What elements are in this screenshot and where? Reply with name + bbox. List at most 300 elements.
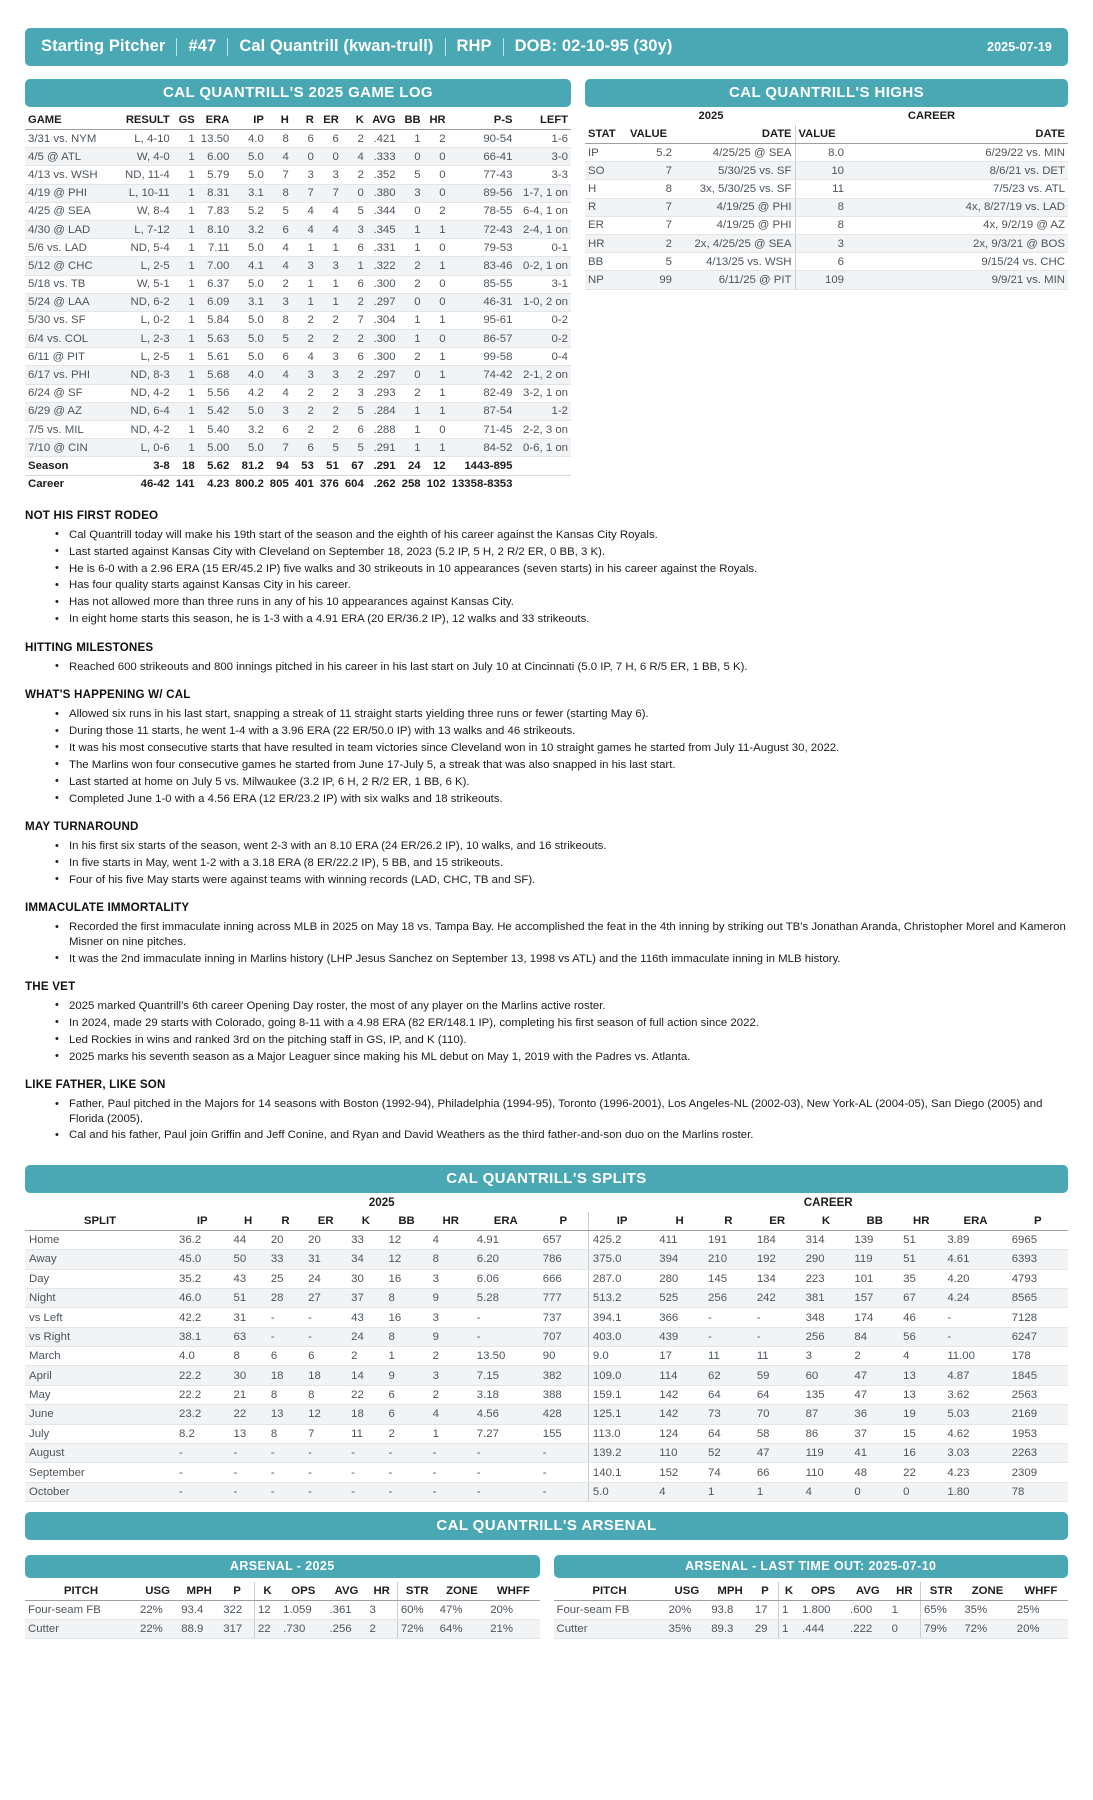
splits-cell: 2309 (1008, 1463, 1068, 1482)
game-log-cell: 1 (173, 275, 198, 293)
game-log-cell: .380 (367, 184, 399, 202)
game-log-cell: 1 (399, 220, 424, 238)
game-log-cell: 79-53 (449, 239, 516, 257)
game-log-cell: ND, 11-4 (117, 166, 173, 184)
arsenal-2025-cell: 93.4 (178, 1601, 220, 1620)
highs-group-row (585, 107, 1068, 125)
game-log-cell: 4/30 @ LAD (25, 220, 117, 238)
arsenal-last-table (554, 1582, 1069, 1639)
game-log-cell: 0 (399, 293, 424, 311)
splits-cell: 114 (655, 1366, 704, 1385)
game-log-cell: 4.2 (232, 384, 267, 402)
game-log-cell: 5.63 (198, 330, 233, 348)
game-log-cell: 2 (292, 311, 317, 329)
splits-cell: 6 (384, 1405, 428, 1424)
arsenal-2025-cell: 1.059 (280, 1601, 326, 1620)
game-log-total-cell: 805 (267, 475, 292, 493)
game-log-cell: 6/4 vs. COL (25, 330, 117, 348)
game-log-cell: 6/24 @ SF (25, 384, 117, 402)
game-log-cell: 2 (317, 311, 342, 329)
splits-cell: 155 (539, 1424, 589, 1443)
table-row (25, 1482, 1068, 1501)
game-log-total-cell: 67 (342, 457, 367, 475)
highs-table (585, 107, 1068, 290)
splits-cell: 21 (229, 1385, 266, 1404)
arsenal-last-cell: 72% (961, 1620, 1013, 1639)
game-log-cell: 8 (267, 311, 292, 329)
splits-cell: 394.1 (588, 1308, 655, 1327)
splits-col-h-11: H (655, 1212, 704, 1231)
game-log-cell: 3-1 (515, 275, 571, 293)
game-log-cell: 1 (173, 148, 198, 166)
game-log-cell: ND, 8-3 (117, 366, 173, 384)
game-log-cell: .352 (367, 166, 399, 184)
table-row (25, 1250, 1068, 1269)
splits-cell: 119 (850, 1250, 899, 1269)
game-log-cell: 5 (399, 166, 424, 184)
game-log-cell: 0-1 (515, 239, 571, 257)
table-row (25, 366, 571, 384)
splits-cell: 46.0 (175, 1288, 229, 1307)
splits-cell: 388 (539, 1385, 589, 1404)
game-log-cell: 5.84 (198, 311, 233, 329)
note-bullet-list (55, 1097, 1068, 1143)
game-log-cell: 99-58 (449, 348, 516, 366)
splits-cell: 87 (802, 1405, 851, 1424)
splits-cell: 184 (753, 1230, 802, 1249)
highs-body (585, 144, 1068, 290)
splits-cell: 1.80 (943, 1482, 1007, 1501)
game-log-cell: 4 (267, 239, 292, 257)
splits-cell: 403.0 (588, 1327, 655, 1346)
game-log-header-row (25, 111, 571, 130)
splits-cell: 0 (899, 1482, 943, 1501)
splits-cell: 135 (802, 1385, 851, 1404)
game-log-cell: 5.0 (232, 239, 267, 257)
splits-cell: - (473, 1308, 539, 1327)
top-tables-row (25, 79, 1068, 493)
game-log-cell: 7 (267, 439, 292, 457)
game-log-cell: 0-2 (515, 311, 571, 329)
table-row (554, 1601, 1069, 1620)
highs-cell: 9/9/21 vs. MIN (847, 271, 1068, 289)
splits-cell: 18 (347, 1405, 384, 1424)
game-log-cell: L, 10-11 (117, 184, 173, 202)
arsenal-2025-cell: 317 (220, 1620, 254, 1639)
table-row (25, 311, 571, 329)
splits-cell: 8 (229, 1347, 266, 1366)
game-log-cell: 0 (317, 148, 342, 166)
game-log-cell: 1-0, 2 on (515, 293, 571, 311)
game-log-cell: 8.10 (198, 220, 233, 238)
game-log-cell: 1 (292, 275, 317, 293)
game-log-cell: 0-6, 1 on (515, 439, 571, 457)
table-row (25, 293, 571, 311)
highs-cell: 8.0 (795, 144, 847, 162)
splits-group-row (25, 1193, 1068, 1212)
splits-cell: 16 (384, 1308, 428, 1327)
splits-cell: 439 (655, 1327, 704, 1346)
arsenal-last-cell: 89.3 (708, 1620, 752, 1639)
splits-cell: - (429, 1463, 473, 1482)
col-er: ER (317, 111, 342, 130)
table-row (585, 144, 1068, 162)
arsenal-2025-cell: Cutter (25, 1620, 137, 1639)
splits-cell: 1953 (1008, 1424, 1068, 1443)
highs-cell: 3 (795, 234, 847, 252)
game-log-cell: .421 (367, 130, 399, 148)
game-log-cell: 1 (424, 366, 449, 384)
splits-cell: 6 (384, 1385, 428, 1404)
splits-cell: 5.0 (588, 1482, 655, 1501)
game-log-cell: 7 (342, 311, 367, 329)
splits-cell: 62 (704, 1366, 753, 1385)
splits-cell: 375.0 (588, 1250, 655, 1269)
splits-col-er-4: ER (304, 1212, 347, 1231)
splits-col-p-18: P (1008, 1212, 1068, 1231)
splits-cell: 44 (229, 1230, 266, 1249)
game-log-cell: 5 (267, 202, 292, 220)
splits-cell: 381 (802, 1288, 851, 1307)
splits-cell: 366 (655, 1308, 704, 1327)
player-header-bar (25, 28, 1068, 66)
highs-cell: HR (585, 234, 627, 252)
splits-cell: 737 (539, 1308, 589, 1327)
splits-cell: - (229, 1463, 266, 1482)
splits-cell: 38.1 (175, 1327, 229, 1346)
game-log-cell: 2-2, 3 on (515, 421, 571, 439)
game-log-cell: 7.83 (198, 202, 233, 220)
game-log-cell: 1 (342, 257, 367, 275)
table-row (25, 275, 571, 293)
game-log-cell: 4 (292, 348, 317, 366)
game-log-cell: 7.00 (198, 257, 233, 275)
arsenal-2025-body (25, 1601, 540, 1639)
splits-col-er-13: ER (753, 1212, 802, 1231)
highs-cell: 7 (627, 198, 675, 216)
splits-cell: - (304, 1443, 347, 1462)
splits-cell: 22.2 (175, 1385, 229, 1404)
splits-cell: 78 (1008, 1482, 1068, 1501)
splits-cell: 142 (655, 1405, 704, 1424)
splits-cell: 513.2 (588, 1288, 655, 1307)
splits-cell: - (384, 1463, 428, 1482)
splits-cell: 3 (429, 1269, 473, 1288)
game-log-cell: 2 (317, 402, 342, 420)
splits-col-era-8: ERA (473, 1212, 539, 1231)
splits-cell: 139.2 (588, 1443, 655, 1462)
splits-cell: 4.20 (943, 1269, 1007, 1288)
splits-cell: 9 (384, 1366, 428, 1385)
game-log-total-cell: 1443-895 (449, 457, 516, 475)
game-log-cell: 1-2 (515, 402, 571, 420)
game-log-cell: 5/30 vs. SF (25, 311, 117, 329)
splits-cell: 35 (899, 1269, 943, 1288)
game-log-cell: 6.37 (198, 275, 233, 293)
splits-cell: 60 (802, 1366, 851, 1385)
splits-cell: 19 (899, 1405, 943, 1424)
splits-cell: 18 (267, 1366, 304, 1385)
game-log-cell: 1 (399, 421, 424, 439)
splits-header-row (25, 1212, 1068, 1231)
note-bullet: • It was the 2nd immaculate inning in Marlins history (LHP Jesus Sanchez on September 13, 1998 vs ATL) and the 116th immaculate inning in MLB history. (55, 952, 1068, 966)
arsenal-2025-cell: 12 (254, 1601, 280, 1620)
splits-cell: Home (25, 1230, 175, 1249)
splits-cell: 13 (267, 1405, 304, 1424)
game-log-cell: 6 (317, 130, 342, 148)
game-log-total-cell: 102 (424, 475, 449, 493)
game-log-cell: 2 (424, 130, 449, 148)
game-log-cell: 7 (267, 166, 292, 184)
note-bullet: • Four of his five May starts were against teams with winning records (LAD, CHC, TB and SF). (55, 873, 1068, 887)
game-log-cell: 0-2 (515, 330, 571, 348)
splits-cell: 3.62 (943, 1385, 1007, 1404)
game-log-total-cell: 51 (317, 457, 342, 475)
highs-cell: 99 (627, 271, 675, 289)
game-log-cell: 3 (342, 384, 367, 402)
report-date: 2025-07-19 (987, 39, 1052, 54)
note-bullet: • In eight home starts this season, he is 1-3 with a 4.91 ERA (20 ER/36.2 IP), 12 walks and 33 strikeouts. (55, 612, 1068, 626)
game-log-cell: .333 (367, 148, 399, 166)
game-log-cell: 5.00 (198, 439, 233, 457)
game-log-cell: 66-41 (449, 148, 516, 166)
arsenal-last-col-pitch: PITCH (554, 1582, 666, 1601)
game-log-cell: 2 (424, 202, 449, 220)
splits-cell: 4.0 (175, 1347, 229, 1366)
splits-cell: 110 (655, 1443, 704, 1462)
splits-col-era-17: ERA (943, 1212, 1007, 1231)
splits-cell: 9 (429, 1288, 473, 1307)
splits-cell: 64 (704, 1424, 753, 1443)
splits-cell: - (943, 1327, 1007, 1346)
highs-cell: 2x, 4/25/25 @ SEA (675, 234, 795, 252)
splits-cell: 223 (802, 1269, 851, 1288)
game-log-total-cell: 13358-8353 (449, 475, 516, 493)
arsenal-2025-cell: Four-seam FB (25, 1601, 137, 1620)
note-bullet: • Has four quality starts against Kansas City in his career. (55, 578, 1068, 592)
game-log-cell: 7 (317, 184, 342, 202)
splits-cell: 7 (304, 1424, 347, 1443)
game-log-cell: 2 (342, 330, 367, 348)
arsenal-2025-block (25, 1549, 540, 1639)
splits-cell: August (25, 1443, 175, 1462)
splits-cell: 30 (229, 1366, 266, 1385)
splits-cell: 24 (304, 1269, 347, 1288)
splits-cell: 12 (384, 1250, 428, 1269)
arsenal-last-col-hr: HR (889, 1582, 921, 1601)
game-log-cell: 1 (173, 402, 198, 420)
game-log-cell: .304 (367, 311, 399, 329)
splits-cell: 4.56 (473, 1405, 539, 1424)
splits-cell: - (175, 1482, 229, 1501)
arsenal-2025-cell: .256 (326, 1620, 366, 1639)
game-log-cell: 8 (267, 184, 292, 202)
game-log-cell: 1 (173, 220, 198, 238)
splits-cell: 5.28 (473, 1288, 539, 1307)
arsenal-2025-cell: 60% (397, 1601, 436, 1620)
game-log-cell: 2-4, 1 on (515, 220, 571, 238)
game-log-cell: .322 (367, 257, 399, 275)
splits-cell: 3.03 (943, 1443, 1007, 1462)
arsenal-2025-col-str: STR (397, 1582, 436, 1601)
splits-col-hr-16: HR (899, 1212, 943, 1231)
splits-cell: 12 (304, 1405, 347, 1424)
game-log-cell: 1 (173, 384, 198, 402)
table-row (585, 180, 1068, 198)
splits-cell: 256 (704, 1288, 753, 1307)
game-log-cell: 0-4 (515, 348, 571, 366)
game-log-cell: 1 (173, 184, 198, 202)
splits-cell: 348 (802, 1308, 851, 1327)
splits-cell: vs Left (25, 1308, 175, 1327)
splits-cell: Away (25, 1250, 175, 1269)
splits-col-r-3: R (267, 1212, 304, 1231)
splits-cell: 777 (539, 1288, 589, 1307)
note-bullet: • Reached 600 strikeouts and 800 innings pitched in his career in his last start on July 10 at Cincinnati (5.0 IP, 7 H, 6 R/5 ER, 1 BB, 5 K). (55, 660, 1068, 674)
game-log-cell: 6 (342, 421, 367, 439)
game-log-cell: 0 (399, 148, 424, 166)
arsenal-title: CAL QUANTRILL'S ARSENAL (25, 1512, 1068, 1540)
game-log-cell: 5.68 (198, 366, 233, 384)
game-log-cell: 3.1 (232, 184, 267, 202)
splits-cell: 666 (539, 1269, 589, 1288)
table-row (25, 1463, 1068, 1482)
splits-cell: 4.91 (473, 1230, 539, 1249)
game-log-cell: 7/5 vs. MIL (25, 421, 117, 439)
splits-cell: 191 (704, 1230, 753, 1249)
splits-cell: 210 (704, 1250, 753, 1269)
splits-cell: 52 (704, 1443, 753, 1462)
splits-cell: 9 (429, 1327, 473, 1346)
splits-cell: 4 (802, 1482, 851, 1501)
game-log-cell: 1 (173, 348, 198, 366)
highs-header-row (585, 125, 1068, 144)
splits-cell: 73 (704, 1405, 753, 1424)
splits-cell: 41 (850, 1443, 899, 1462)
game-log-cell: 7/10 @ CIN (25, 439, 117, 457)
splits-cell: 152 (655, 1463, 704, 1482)
splits-cell: 22 (899, 1463, 943, 1482)
game-log-cell: 4.0 (232, 130, 267, 148)
splits-cell: 2 (429, 1347, 473, 1366)
arsenal-last-cell: .222 (847, 1620, 889, 1639)
game-log-cell: 1 (173, 439, 198, 457)
splits-cell: 20 (304, 1230, 347, 1249)
splits-cell: 8 (429, 1250, 473, 1269)
arsenal-last-col-ops: OPS (799, 1582, 847, 1601)
game-log-cell: .344 (367, 202, 399, 220)
game-log-cell: 86-57 (449, 330, 516, 348)
game-log-cell: 4/19 @ PHI (25, 184, 117, 202)
game-log-cell: 4 (342, 148, 367, 166)
game-log-cell: 85-55 (449, 275, 516, 293)
arsenal-2025-col-pitch: PITCH (25, 1582, 137, 1601)
table-row (25, 330, 571, 348)
highs-cell: 4/13/25 vs. WSH (675, 253, 795, 271)
arsenal-last-cell: 17 (752, 1601, 779, 1620)
game-log-total-cell: 4.23 (198, 475, 233, 493)
splits-cell: 4 (655, 1482, 704, 1501)
splits-cell: 4.23 (943, 1463, 1007, 1482)
game-log-cell: 83-46 (449, 257, 516, 275)
note-heading: THE VET (25, 979, 76, 993)
game-log-cell: 5.2 (232, 202, 267, 220)
table-row (25, 1620, 540, 1639)
game-log-cell: 5 (342, 202, 367, 220)
splits-cell: - (347, 1482, 384, 1501)
game-log-cell: 2 (292, 402, 317, 420)
splits-cell: 22 (229, 1405, 266, 1424)
game-log-cell: 4/13 vs. WSH (25, 166, 117, 184)
col-left: LEFT (515, 111, 571, 130)
splits-cell: 119 (802, 1443, 851, 1462)
game-log-cell: 1 (424, 257, 449, 275)
game-log-cell: 2 (317, 384, 342, 402)
splits-col-ip-1: IP (175, 1212, 229, 1231)
arsenal-2025-col-zone: ZONE (437, 1582, 488, 1601)
splits-cell: - (753, 1308, 802, 1327)
game-log-cell: W, 8-4 (117, 202, 173, 220)
game-log-cell: 0 (424, 239, 449, 257)
splits-cell: - (429, 1443, 473, 1462)
game-log-cell: 95-61 (449, 311, 516, 329)
arsenal-last-cell: 93.8 (708, 1601, 752, 1620)
splits-cell: 66 (753, 1463, 802, 1482)
splits-cell: 314 (802, 1230, 851, 1249)
arsenal-last-cell: 29 (752, 1620, 779, 1639)
game-log-cell: 5 (267, 330, 292, 348)
game-log-cell: 4.0 (232, 366, 267, 384)
highs-cell: NP (585, 271, 627, 289)
game-log-cell: 71-45 (449, 421, 516, 439)
game-log-cell: W, 4-0 (117, 148, 173, 166)
arsenal-last-col-k: K (779, 1582, 800, 1601)
splits-cell: 11 (704, 1347, 753, 1366)
arsenal-last-cell: 20% (666, 1601, 709, 1620)
splits-cell: 86 (802, 1424, 851, 1443)
splits-cell: 290 (802, 1250, 851, 1269)
game-log-cell: 1-6 (515, 130, 571, 148)
game-log-cell: .297 (367, 366, 399, 384)
game-log-cell: 1 (317, 239, 342, 257)
game-log-cell: 4 (267, 366, 292, 384)
note-bullet: • Recorded the first immaculate inning across MLB in 2025 on May 18 vs. Tampa Bay. He accomplished the feat in the 4th inning by striking out TB's Jonathan Aranda, Christopher Morel and Kameron Misner on nine pitches. (55, 920, 1068, 949)
splits-cell: 84 (850, 1327, 899, 1346)
highs-section (585, 79, 1068, 290)
game-log-cell: 1 (399, 402, 424, 420)
game-log-cell: 1 (173, 330, 198, 348)
splits-col-hr-7: HR (429, 1212, 473, 1231)
game-log-cell: 2 (399, 384, 424, 402)
splits-cell: 178 (1008, 1347, 1068, 1366)
splits-cell: 64 (753, 1385, 802, 1404)
highs-cell: 6 (795, 253, 847, 271)
game-log-cell: 3/31 vs. NYM (25, 130, 117, 148)
splits-col-bb-6: BB (384, 1212, 428, 1231)
splits-cell: 4 (429, 1230, 473, 1249)
arsenal-last-cell: 35% (961, 1601, 1013, 1620)
game-log-cell: .300 (367, 348, 399, 366)
highs-cell: 4x, 8/27/19 vs. LAD (847, 198, 1068, 216)
highs-cell: 9/15/24 vs. CHC (847, 253, 1068, 271)
game-log-total-cell: 53 (292, 457, 317, 475)
splits-cell: 1 (753, 1482, 802, 1501)
splits-cell: 6393 (1008, 1250, 1068, 1269)
table-row (25, 348, 571, 366)
splits-col-p-9: P (539, 1212, 589, 1231)
splits-cell: - (347, 1463, 384, 1482)
arsenal-2025-cell: 47% (437, 1601, 488, 1620)
